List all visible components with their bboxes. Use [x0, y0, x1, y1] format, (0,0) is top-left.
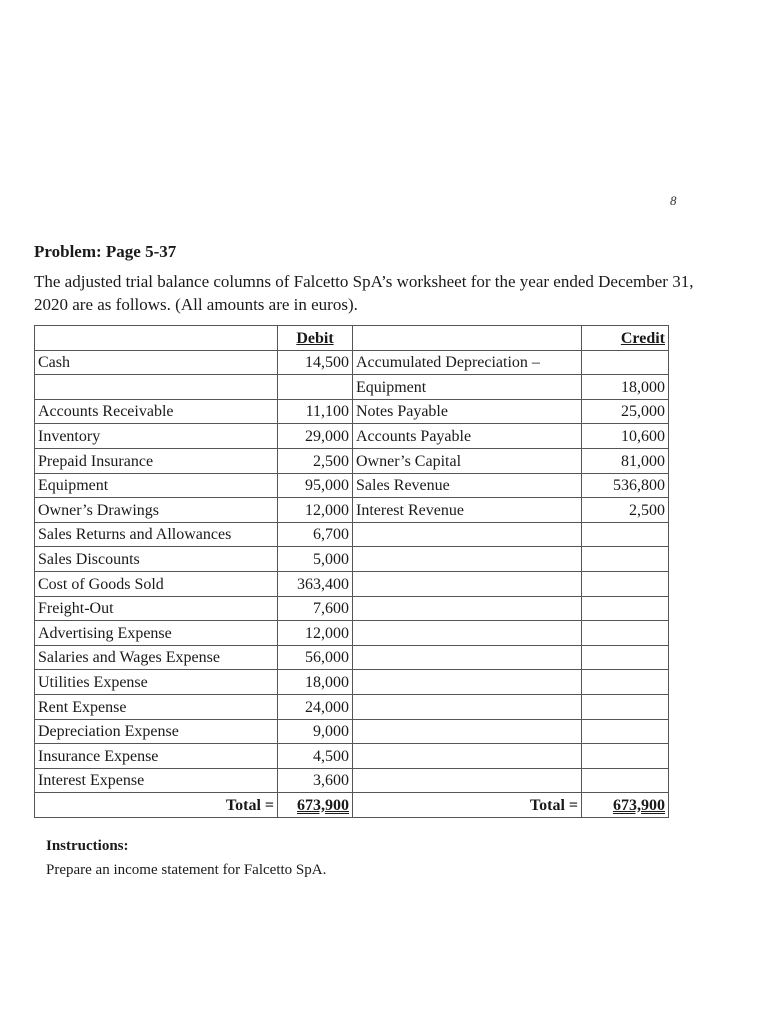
debit-account-cell: Prepaid Insurance — [35, 448, 278, 473]
debit-amount-cell: 12,000 — [278, 621, 353, 646]
debit-account-cell: Utilities Expense — [35, 670, 278, 695]
credit-amount-cell — [582, 571, 669, 596]
table-row — [35, 621, 669, 646]
credit-amount-cell: 536,800 — [582, 473, 669, 498]
debit-amount-cell: 56,000 — [278, 645, 353, 670]
credit-account-cell — [353, 744, 582, 769]
debit-amount-cell: 6,700 — [278, 522, 353, 547]
credit-account-cell — [353, 571, 582, 596]
table-row — [35, 448, 669, 473]
debit-account-cell: Freight-Out — [35, 596, 278, 621]
debit-account-header-cell — [35, 326, 278, 351]
table-row — [35, 744, 669, 769]
table-row — [35, 375, 669, 400]
credit-amount-cell — [582, 596, 669, 621]
table-row — [35, 498, 669, 523]
credit-account-cell: Owner’s Capital — [353, 448, 582, 473]
credit-amount-cell — [582, 719, 669, 744]
credit-amount-cell — [582, 350, 669, 375]
debit-amount-cell: 11,100 — [278, 399, 353, 424]
debit-account-cell: Sales Discounts — [35, 547, 278, 572]
debit-amount-cell: 18,000 — [278, 670, 353, 695]
instructions-heading: Instructions: — [46, 838, 129, 854]
credit-amount-cell: 18,000 — [582, 375, 669, 400]
credit-amount-cell: 25,000 — [582, 399, 669, 424]
credit-amount-cell — [582, 768, 669, 793]
table-row — [35, 719, 669, 744]
debit-account-cell: Cost of Goods Sold — [35, 571, 278, 596]
debit-amount-cell: 12,000 — [278, 498, 353, 523]
debit-account-cell: Cash — [35, 350, 278, 375]
debit-account-cell: Inventory — [35, 424, 278, 449]
debit-account-cell: Advertising Expense — [35, 621, 278, 646]
credit-account-cell: Accounts Payable — [353, 424, 582, 449]
total-row — [35, 793, 669, 818]
problem-heading: Problem: Page 5-37 — [34, 242, 177, 261]
credit-amount-cell: 10,600 — [582, 424, 669, 449]
credit-total: 673,900 — [582, 793, 669, 818]
table-row — [35, 596, 669, 621]
debit-amount-cell: 2,500 — [278, 448, 353, 473]
debit-amount-cell: 5,000 — [278, 547, 353, 572]
debit-amount-cell: 7,600 — [278, 596, 353, 621]
trial-balance-table — [34, 325, 669, 818]
credit-amount-cell — [582, 645, 669, 670]
credit-header: Credit — [582, 326, 669, 351]
table-row — [35, 547, 669, 572]
credit-account-cell: Interest Revenue — [353, 498, 582, 523]
table-header-row — [35, 326, 669, 351]
debit-account-cell: Depreciation Expense — [35, 719, 278, 744]
credit-account-cell — [353, 694, 582, 719]
debit-amount-cell: 14,500 — [278, 350, 353, 375]
credit-account-cell: Sales Revenue — [353, 473, 582, 498]
credit-account-cell — [353, 719, 582, 744]
table-row — [35, 350, 669, 375]
debit-account-cell: Equipment — [35, 473, 278, 498]
table-row — [35, 473, 669, 498]
page-number: 8 — [670, 193, 677, 208]
debit-account-cell: Rent Expense — [35, 694, 278, 719]
problem-intro: The adjusted trial balance columns of Falcetto SpA’s worksheet for the year ended December 31, 2020 are as follows. (All amounts are in euros). — [34, 272, 694, 314]
debit-amount-cell: 95,000 — [278, 473, 353, 498]
credit-amount-cell — [582, 744, 669, 769]
trial-balance-body — [35, 350, 669, 793]
credit-amount-cell — [582, 522, 669, 547]
debit-amount-cell: 24,000 — [278, 694, 353, 719]
table-row — [35, 571, 669, 596]
debit-header: Debit — [278, 326, 353, 351]
debit-account-cell: Accounts Receivable — [35, 399, 278, 424]
credit-amount-cell — [582, 621, 669, 646]
debit-amount-cell: 363,400 — [278, 571, 353, 596]
credit-account-cell — [353, 645, 582, 670]
table-row — [35, 399, 669, 424]
instructions-text: Prepare an income statement for Falcetto SpA. — [46, 862, 327, 878]
credit-account-cell: Notes Payable — [353, 399, 582, 424]
debit-total: 673,900 — [278, 793, 353, 818]
credit-account-cell: Accumulated Depreciation – — [353, 350, 582, 375]
debit-account-cell: Sales Returns and Allowances — [35, 522, 278, 547]
table-row — [35, 768, 669, 793]
debit-total-label: Total = — [35, 793, 278, 818]
debit-account-cell: Insurance Expense — [35, 744, 278, 769]
table-row — [35, 694, 669, 719]
table-row — [35, 645, 669, 670]
debit-account-cell — [35, 375, 278, 400]
credit-account-cell — [353, 768, 582, 793]
debit-amount-cell: 3,600 — [278, 768, 353, 793]
debit-amount-cell: 4,500 — [278, 744, 353, 769]
credit-account-header-cell — [353, 326, 582, 351]
debit-amount-cell: 29,000 — [278, 424, 353, 449]
credit-account-cell — [353, 522, 582, 547]
credit-account-cell — [353, 670, 582, 695]
table-row — [35, 424, 669, 449]
credit-amount-cell — [582, 670, 669, 695]
debit-account-cell: Owner’s Drawings — [35, 498, 278, 523]
debit-amount-cell: 9,000 — [278, 719, 353, 744]
credit-account-cell: Equipment — [353, 375, 582, 400]
credit-account-cell — [353, 621, 582, 646]
credit-account-cell — [353, 596, 582, 621]
table-row — [35, 522, 669, 547]
debit-account-cell: Interest Expense — [35, 768, 278, 793]
credit-amount-cell — [582, 694, 669, 719]
debit-amount-cell — [278, 375, 353, 400]
credit-total-label: Total = — [353, 793, 582, 818]
credit-account-cell — [353, 547, 582, 572]
credit-amount-cell: 2,500 — [582, 498, 669, 523]
table-row — [35, 670, 669, 695]
credit-amount-cell — [582, 547, 669, 572]
credit-amount-cell: 81,000 — [582, 448, 669, 473]
debit-account-cell: Salaries and Wages Expense — [35, 645, 278, 670]
